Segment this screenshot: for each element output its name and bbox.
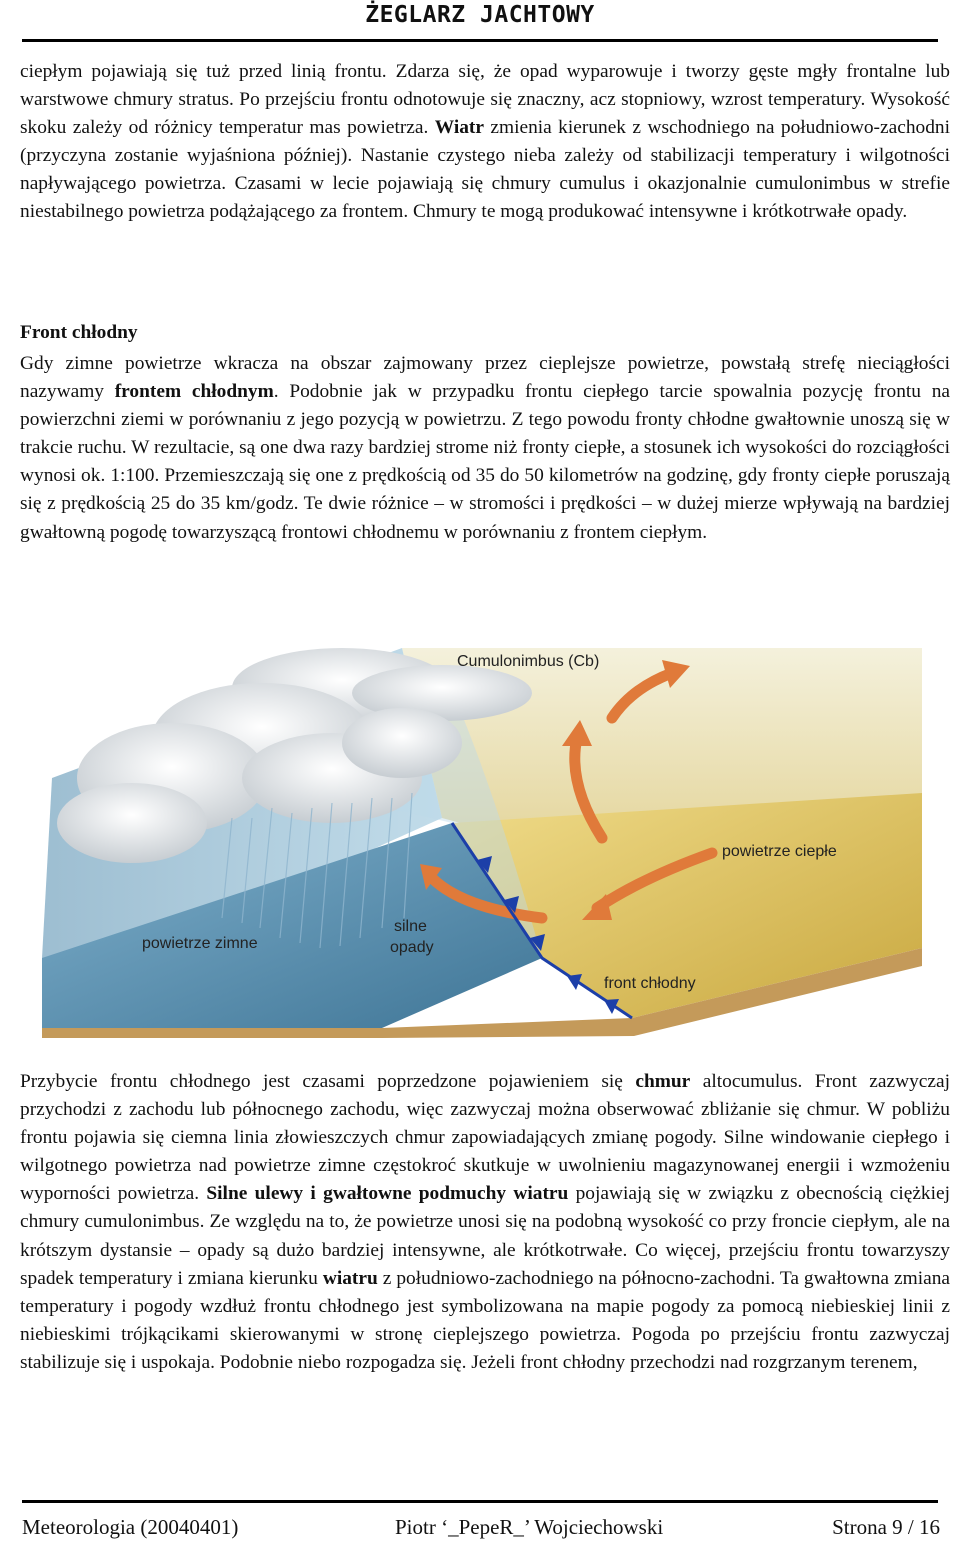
footer-rule	[22, 1500, 938, 1503]
bold-phrase: wiatru	[322, 1267, 378, 1289]
bold-phrase: Wiatr	[434, 117, 484, 139]
text-run: Gdy zimne powietrze wkracza na obszar zajmowany przez cieplejsze powietrze, powstałą strefę nieciągłości nazywamy	[20, 353, 950, 403]
bold-phrase: Silne ulewy i gwałtowne podmuchy wiatru	[206, 1183, 569, 1205]
label-warm-air: powietrze ciepłe	[722, 843, 837, 860]
bold-phrase: chmur	[635, 1071, 691, 1092]
label-heavy-rain-2: opady	[390, 939, 434, 956]
header-rule	[22, 39, 938, 42]
text-run: . Podobnie jak w przypadku frontu ciepłego tarcie spowalnia pozycję frontu na powierzchni ziemi w porównaniu z jego pozycją w powietrzu. Z tego powodu fronty chłodne gwałtownie unoszą się w trakcie ruchu. W rezultacie, są one dwa razy bardziej strome niż fronty ciepłe, a stosunek ich wysokości do rozciągłości wynosi ok. 1:100. Przemieszczają się one z prędkością od 35 do 50 kilometrów na godzinę, gdy fronty ciepłe poruszają się z prędkością 25 do 35 km/godz. Te dwie różnice – w stromości i prędkości – w dużej mierze wpływają na bardziej gwałtowną pogodę towarzyszącą frontowi chłodnemu w porównaniu z frontem ciepłym.	[20, 381, 951, 543]
text-run: pojawiają się w związku z obecnością ciężkiej chmury cumulonimbus. Ze względu na to, że powietrze unosi się na podobną wysokość co przy froncie ciepłym, ale na krótszym dystansie – opady są dużo bardziej intensywne, ale krótkotrwałe. Co więcej, przejściu frontu towarzyszy spadek temperatury i zmiana kierunku	[20, 1183, 950, 1289]
label-cold-air: powietrze zimne	[142, 935, 258, 952]
label-heavy-rain-1: silne	[394, 918, 427, 935]
cold-front-diagram	[22, 628, 936, 1038]
text-run: altocumulus. Front zazwyczaj przychodzi z zachodu lub północnego zachodu, więc zazwyczaj można obserwować zbliżanie się chmur. W pobliżu frontu pojawia się ciemna linia złowieszczych chmur zapowiadających zmianę pogody. Silne windowanie ciepłego i wilgotnego powietrza nad powietrze zimne częstokroć skutkuje w uwolnieniu magazynowanej energii i wzmożeniu wyporności powietrza.	[20, 1071, 951, 1205]
paragraph-1	[20, 58, 950, 227]
page-header	[0, 0, 960, 44]
cold-front-illustration	[22, 628, 936, 1038]
footer-document-title: Meteorologia (20040401)	[22, 1515, 239, 1539]
header-title: ŻEGLARZ JACHTOWY	[365, 2, 595, 28]
text-run: Przybycie frontu chłodnego jest czasami poprzedzone pojawieniem się	[20, 1071, 636, 1092]
text-run: zmienia kierunek z wschodniego na południowo-zachodni (przyczyna zostanie wyjaśniona później). Nastanie czystego nieba zależy od stabilizacji temperatury i wilgotności napływającego powietrza. Czasami w lecie pojawiają się chmury cumulus i okazjonalnie cumulonimbus w strefie niestabilnego powietrza podążającego za frontem. Chmury te mogą produkować intensywne i krótkotrwałe opady.	[20, 117, 950, 223]
footer-author: Piotr ‘_PepeR_’ Wojciechowski	[395, 1515, 664, 1539]
label-cold-front: front chłodny	[604, 975, 696, 992]
section-heading-front-chlodny: Front chłodny	[20, 322, 138, 343]
text-run: z południowo-zachodniego na północno-zachodni. Ta gwałtowna zmiana temperatury i pogody wzdłuż frontu chłodnego jest symbolizowana na mapie pogody za pomocą niebieskiej linii z niebieskimi trójkącikami skierowanymi w stronę cieplejszego powietrza. Pogoda po przejściu frontu zazwyczaj stabilizuje się i uspokaja. Podobnie niebo rozpogadza się. Jeżeli front chłodny przechodzi nad rozgrzanym terenem,	[20, 1267, 950, 1373]
text-run: ciepłym pojawiają się tuż przed linią frontu. Zdarza się, że opad wyparowuje i tworzy gęste mgły frontalne lub warstwowe chmury stratus. Po przejściu frontu odnotowuje się znaczny, acz stopniowy, wzrost temperatury. Wysokość skoku zależy od różnicy temperatur mas powietrza.	[20, 61, 950, 139]
paragraph-3	[20, 1068, 950, 1377]
label-cumulonimbus: Cumulonimbus (Cb)	[457, 653, 600, 670]
footer-page-number: Strona 9 / 16	[832, 1515, 940, 1539]
bold-phrase: frontem chłodnym	[114, 381, 274, 403]
paragraph-2	[20, 350, 950, 547]
